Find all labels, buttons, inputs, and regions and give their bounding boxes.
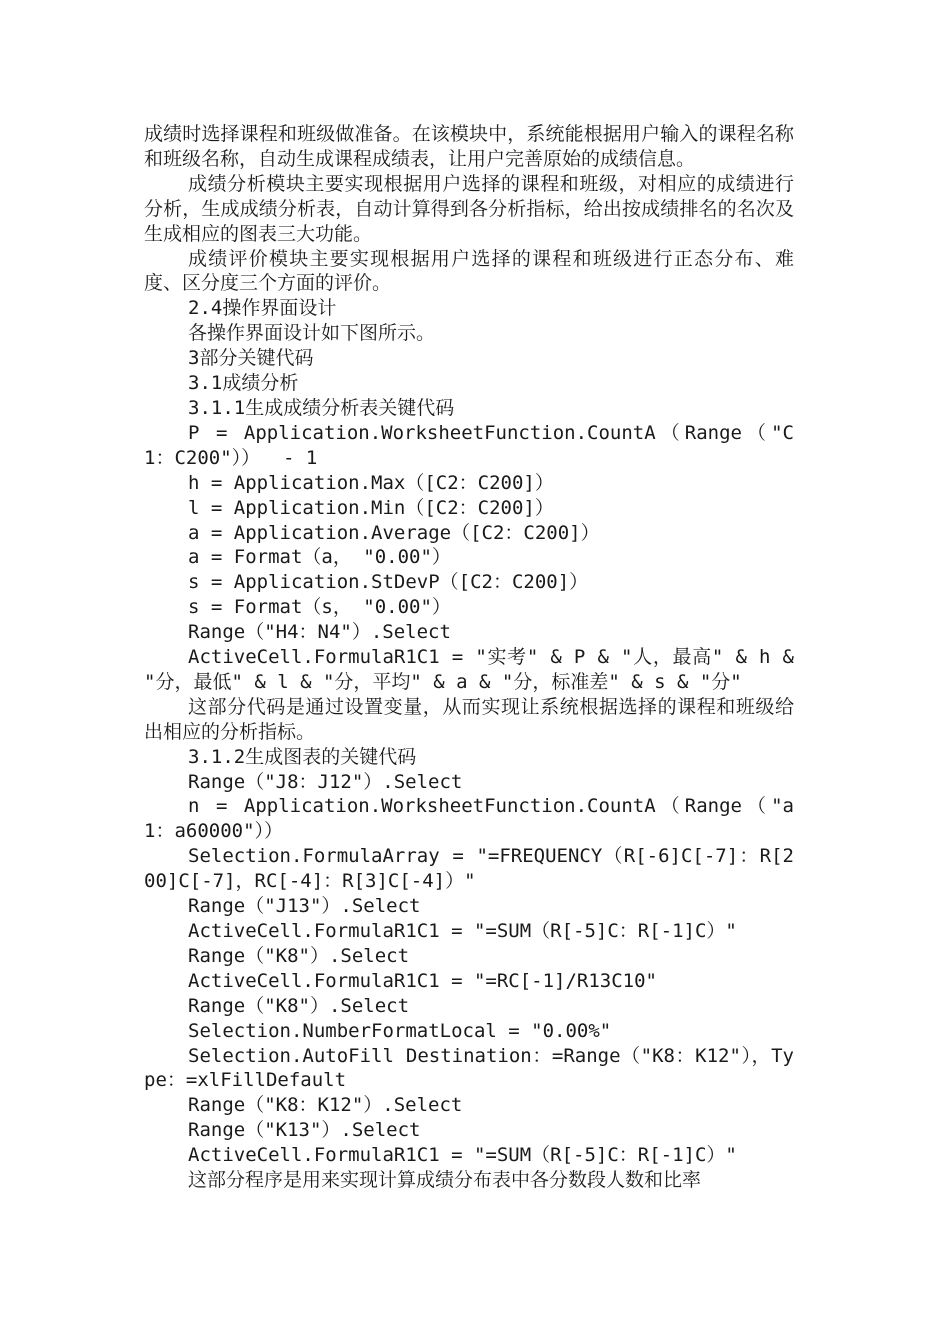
paragraph: 成绩评价模块主要实现根据用户选择的课程和班级进行正态分布、难度、区分度三个方面的评价。 bbox=[144, 247, 794, 295]
code-line: Range（"K13"）.Select bbox=[188, 1119, 421, 1142]
code-line: Range（"K8：K12"）.Select bbox=[188, 1094, 463, 1117]
code-line: ActiveCell.FormulaR1C1 = "=SUM（R[-5]C：R[-1]C）" bbox=[188, 1144, 737, 1167]
code-line: Range（"K8"）.Select bbox=[188, 944, 410, 967]
section-heading: 3.1.1生成成绩分析表关键代码 bbox=[188, 396, 455, 419]
code-line: ActiveCell.FormulaR1C1 = "=SUM（R[-5]C：R[-1]C）" bbox=[188, 920, 737, 942]
code-line: s = Format（s， "0.00"） bbox=[188, 596, 451, 619]
paragraph: 这部分代码是通过设置变量，从而实现让系统根据选择的课程和班级给出相应的分析指标。 bbox=[144, 695, 794, 743]
code-line: a = Application.Average（[C2：C200]） bbox=[188, 521, 600, 544]
code-line: Selection.NumberFormatLocal = "0.00%" bbox=[188, 1019, 612, 1042]
code-line: ActiveCell.FormulaR1C1 = "实考" & P & "人，最高" & h & "分，最低" & l & "分，平均" & a & "分，标准差" & s & "分" bbox=[144, 646, 806, 693]
code-line: l = Application.Min（[C2：C200]） bbox=[188, 496, 554, 519]
code-line: a = Format（a， "0.00"） bbox=[188, 546, 451, 569]
code-line: Range（"H4：N4"）.Select bbox=[188, 621, 451, 644]
paragraph: 成绩分析模块主要实现根据用户选择的课程和班级，对相应的成绩进行分析，生成成绩分析表，自动计算得到各分析指标，给出按成绩排名的名次及生成相应的图表三大功能。 bbox=[144, 172, 794, 245]
code-line: P = Application.WorksheetFunction.CountA（Range（"C1：C200"）） - 1 bbox=[144, 421, 794, 469]
code-line: Range（"K8"）.Select bbox=[188, 994, 410, 1017]
paragraph: 这部分程序是用来实现计算成绩分布表中各分数段人数和比率 bbox=[188, 1169, 702, 1192]
paragraph: 各操作界面设计如下图所示。 bbox=[188, 322, 436, 345]
code-line: ActiveCell.FormulaR1C1 = "=RC[-1]/R13C10" bbox=[188, 969, 657, 992]
code-line: Selection.FormulaArray = "=FREQUENCY（R[-6]C[-7]：R[200]C[-7]，RC[-4]：R[3]C[-4]）" bbox=[144, 845, 794, 893]
code-line: s = Application.StDevP（[C2：C200]） bbox=[188, 571, 589, 594]
section-heading: 3.1成绩分析 bbox=[188, 372, 299, 395]
section-heading: 2.4操作界面设计 bbox=[188, 297, 337, 320]
code-line: Range（"J13"）.Select bbox=[188, 895, 421, 918]
code-line: Selection.AutoFill Destination：=Range（"K8：K12"），Type：=xlFillDefault bbox=[144, 1044, 794, 1092]
code-line: n = Application.WorksheetFunction.CountA（Range（"a1：a60000"）） bbox=[144, 795, 794, 843]
section-heading: 3部分关键代码 bbox=[188, 347, 314, 370]
section-heading: 3.1.2生成图表的关键代码 bbox=[188, 745, 417, 768]
document-page bbox=[144, 122, 806, 1193]
paragraph: 成绩时选择课程和班级做准备。在该模块中，系统能根据用户输入的课程名称和班级名称，自动生成课程成绩表，让用户完善原始的成绩信息。 bbox=[144, 123, 794, 170]
code-line: h = Application.Max（[C2：C200]） bbox=[188, 471, 554, 494]
code-line: Range（"J8：J12"）.Select bbox=[188, 770, 463, 793]
